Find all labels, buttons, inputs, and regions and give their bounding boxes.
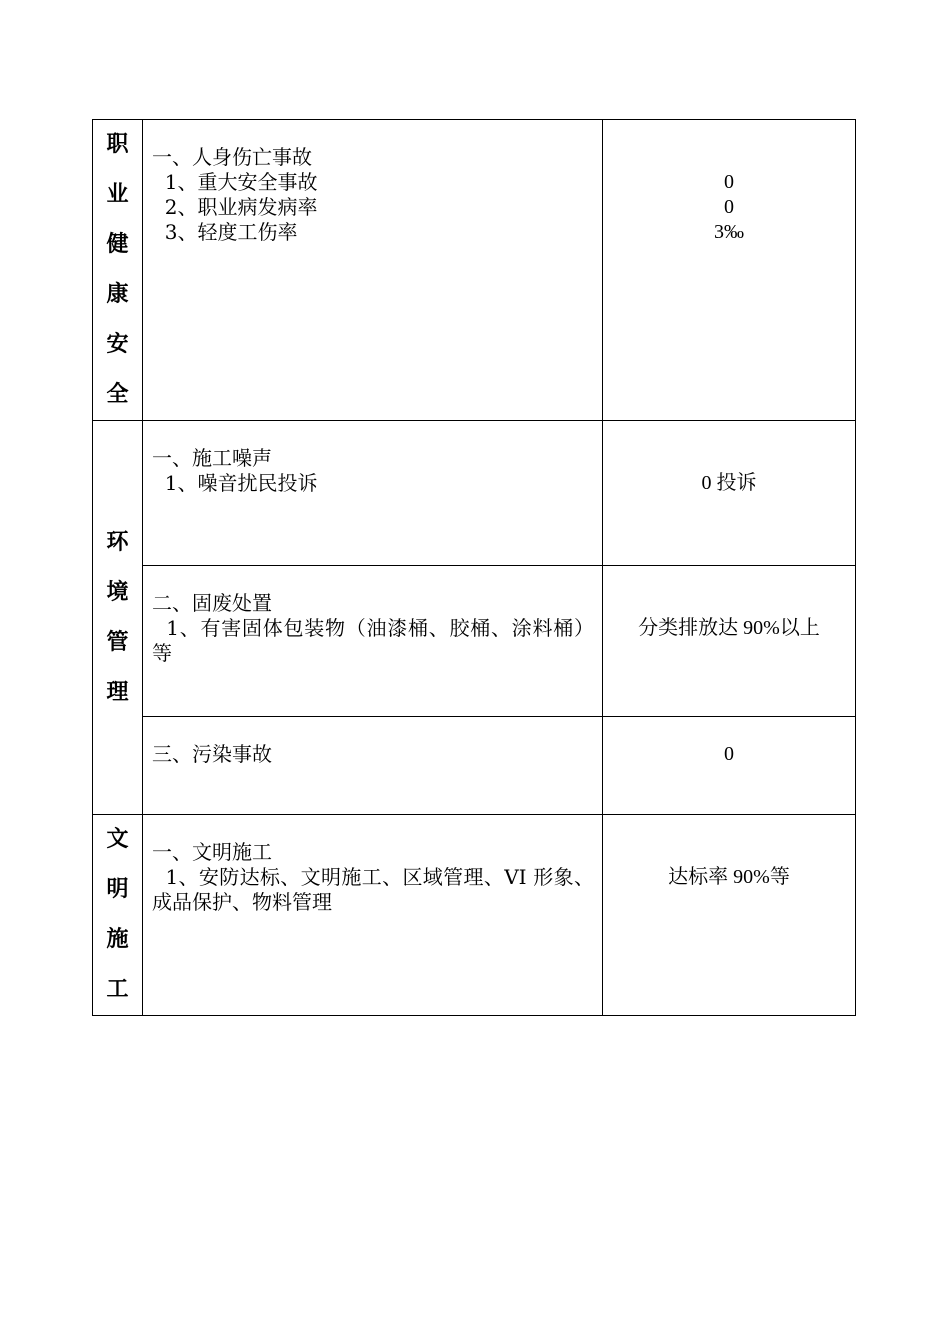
item-line: 1、重大安全事故 [152, 170, 318, 194]
table-row [93, 717, 856, 815]
item-cell [143, 815, 603, 1016]
target-value: 0 [724, 171, 734, 193]
item-cell [143, 566, 603, 717]
item-line: 2、职业病发病率 [152, 195, 318, 219]
item-line: 1、安防达标、文明施工、区域管理、VI 形象、成品保护、物料管理 [152, 865, 594, 914]
table-row [93, 815, 856, 1016]
item-heading: 二、固废处置 [152, 591, 272, 615]
item-cell [143, 421, 603, 566]
category-cell [93, 421, 143, 815]
item-heading: 三、污染事故 [152, 742, 272, 766]
category-label: 环境管理 [106, 529, 129, 705]
table-row [93, 566, 856, 717]
table-row [93, 421, 856, 566]
table-row [93, 120, 856, 421]
value-cell [603, 717, 856, 815]
item-line: 3、轻度工伤率 [152, 220, 298, 244]
value-cell [603, 421, 856, 566]
category-cell [93, 815, 143, 1016]
target-value: 0 [724, 196, 734, 218]
category-cell [93, 120, 143, 421]
target-value: 达标率 90%等 [668, 866, 790, 888]
item-heading: 一、施工噪声 [152, 446, 272, 470]
item-heading: 一、人身伤亡事故 [152, 145, 312, 169]
item-cell [143, 717, 603, 815]
value-cell [603, 815, 856, 1016]
target-value: 3‰ [714, 221, 744, 243]
target-value: 0 [724, 743, 734, 765]
targets-table [92, 119, 856, 1016]
item-line: 1、噪音扰民投诉 [152, 471, 318, 495]
category-label: 文明施工 [106, 827, 129, 1002]
category-label: 职业健康安全 [106, 132, 129, 407]
item-cell [143, 120, 603, 421]
value-cell [603, 120, 856, 421]
value-cell [603, 566, 856, 717]
target-value: 分类排放达 90%以上 [638, 617, 820, 639]
item-line: 1、有害固体包装物（油漆桶、胶桶、涂料桶）等 [152, 616, 595, 665]
target-value: 0 投诉 [701, 472, 757, 494]
item-heading: 一、文明施工 [152, 840, 272, 864]
